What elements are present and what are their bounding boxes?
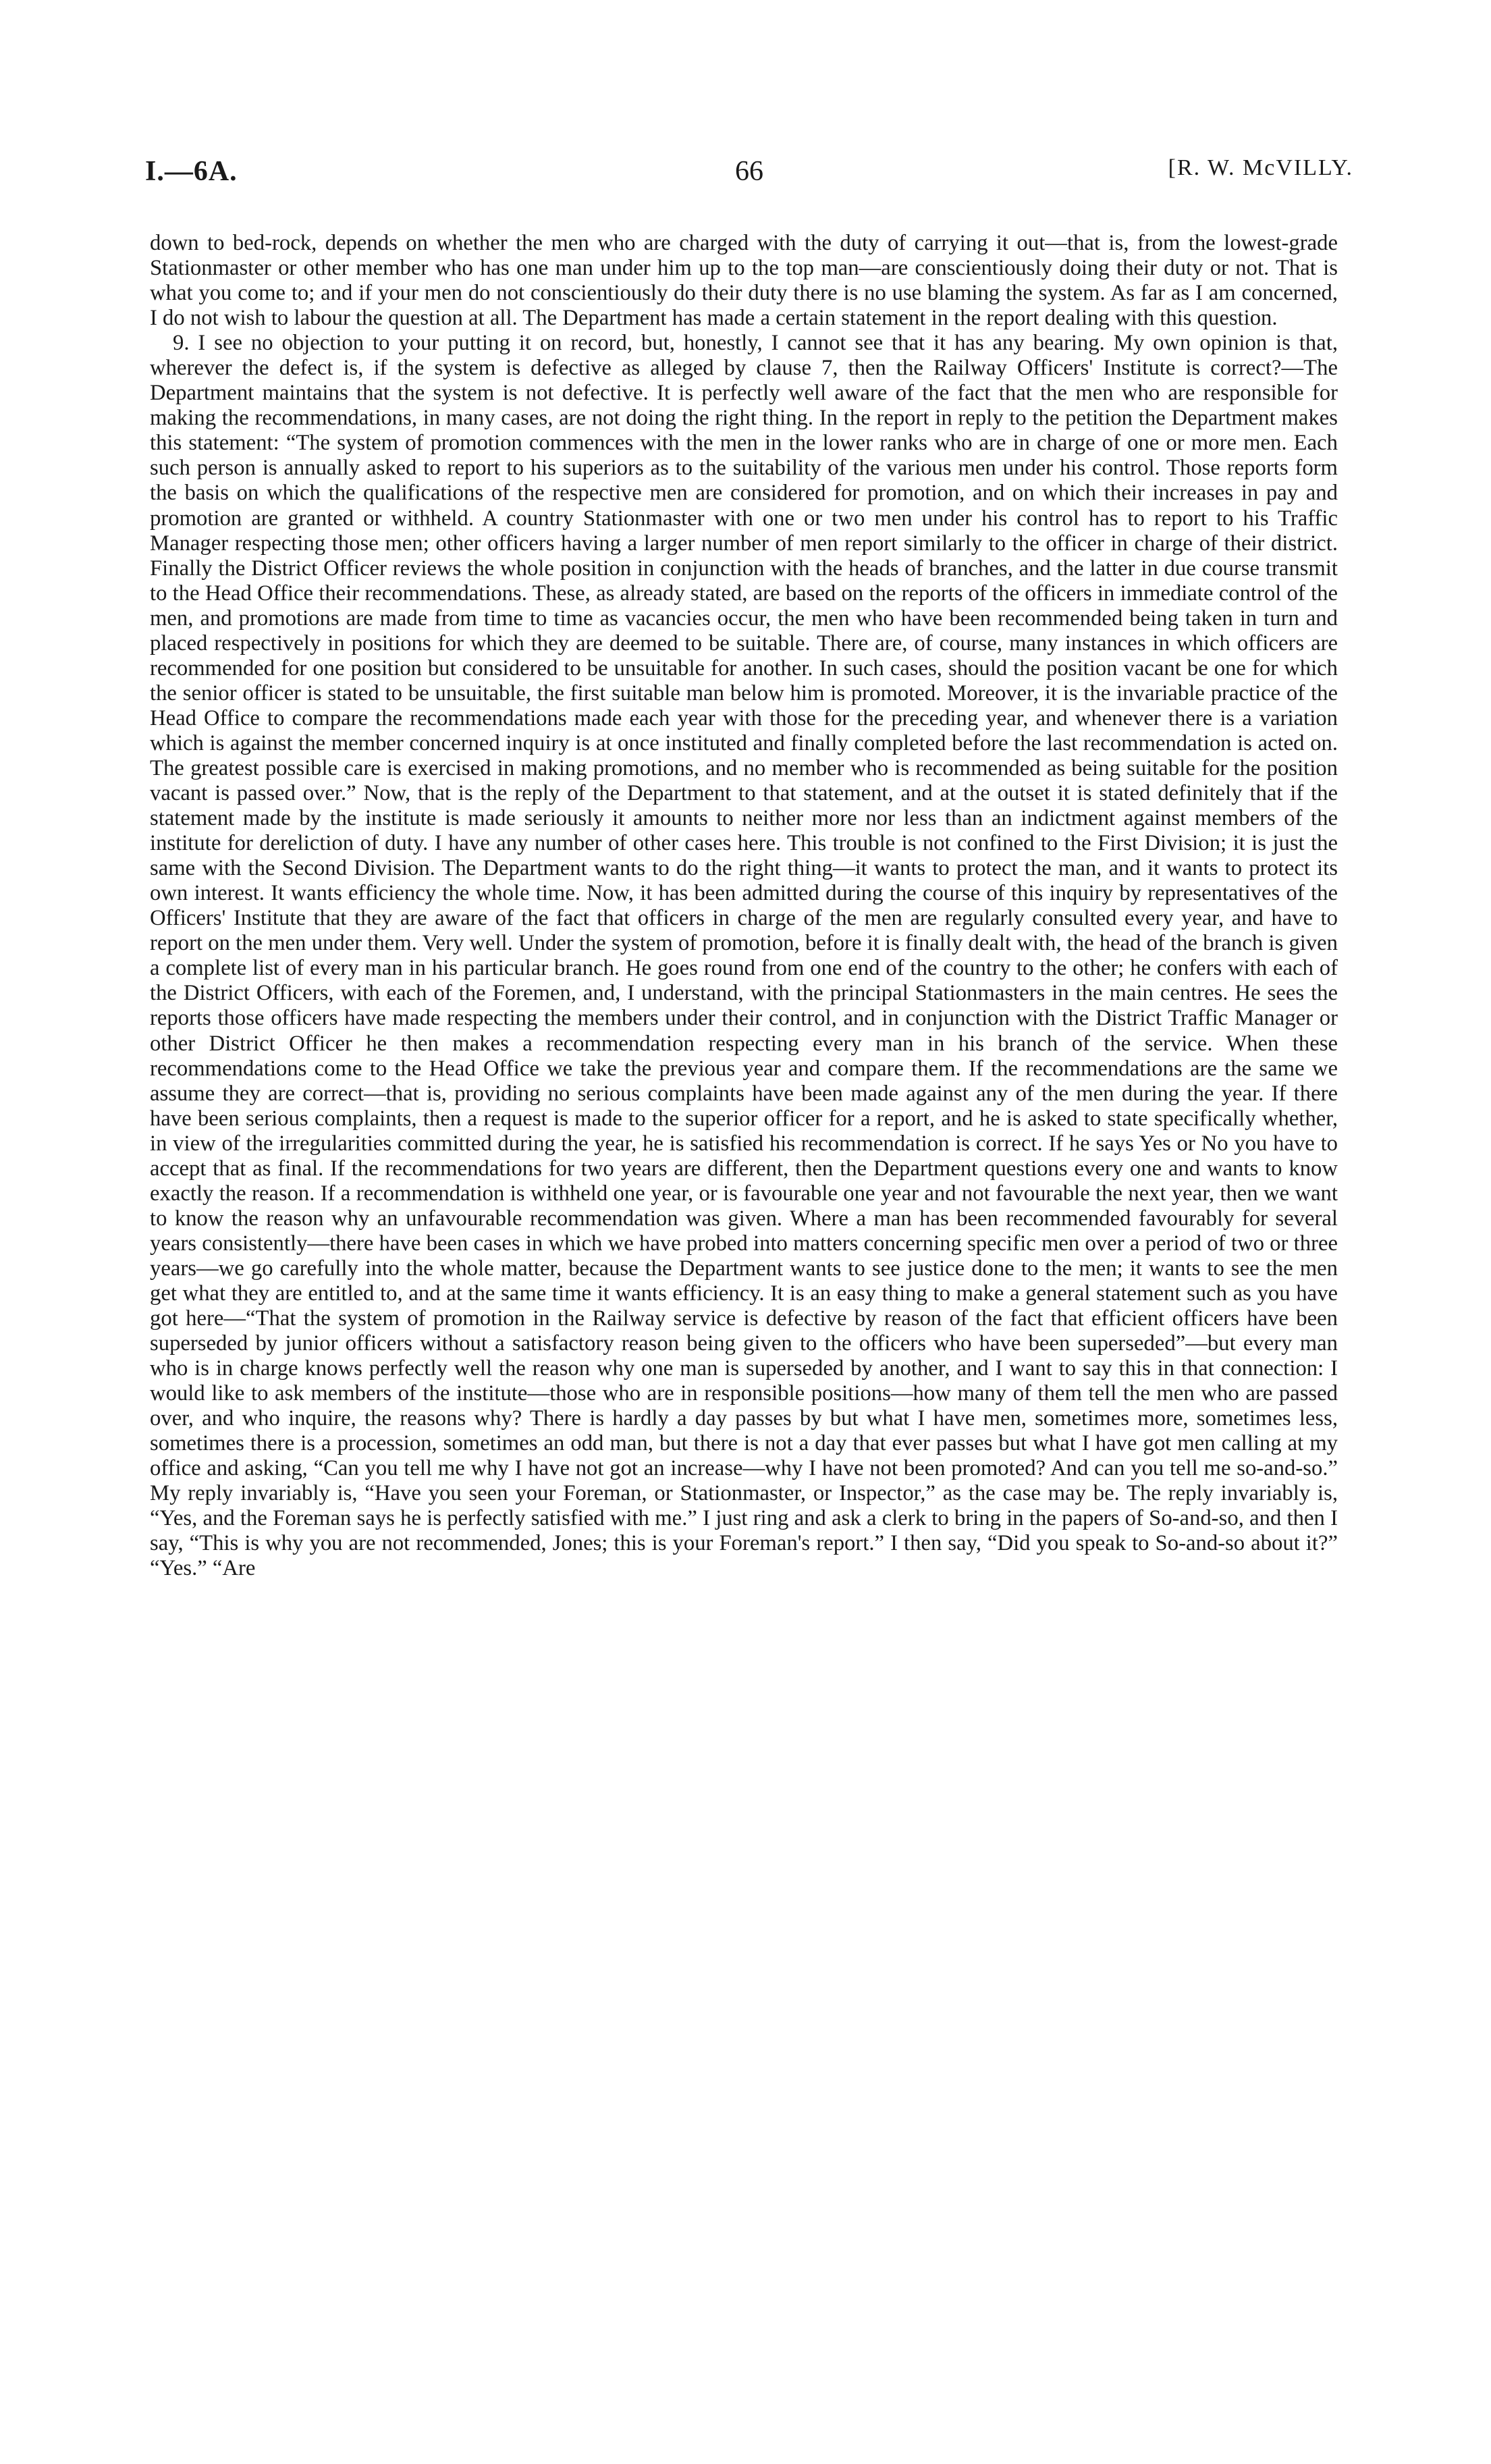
paragraph-continued: down to bed-rock, depends on whether the men who are charged with the duty of carrying it out—that is, from the lowest-grade Stationmaster or other member who has one man under him up to the top man—are conscientiously doing their duty or not. That is what you come to; and if your men do not conscientiously do their duty there is no use blaming the system. As far as I am concerned, I do not wish to labour the question at all. The Department has made a certain statement in the report dealing with this question. [150,231,1338,331]
running-header [145,155,1353,196]
paper-reference: I.—6A. [145,156,238,187]
witness-name: [R. W. McVILLY. [1168,155,1353,180]
page-number: 66 [735,156,763,187]
body-text [150,231,1338,1582]
paragraph-question-9: 9. I see no objection to your putting it on record, but, honestly, I cannot see that it has any bearing. My own opinion is that, wherever the defect is, if the system is defective as alleged by clause 7, then the Railway Officers' Institute is correct?—The Department maintains that the system is not defective. It is perfectly well aware of the fact that the men who are responsible for making the recommendations, in many cases, are not doing the right thing. In the report in reply to the petition the Department makes this statement: “The system of promotion commences with the men in the lower ranks who are in charge of one or more men. Each such person is annually asked to report to his superiors as to the suitability of the various men under his control. Those reports form the basis on which the qualifications of the respective men are considered for promotion, and on which their increases in pay and promotion are granted or withheld. A country Stationmaster with one or two men under his control has to report to his Traffic Manager respecting those men; other officers having a larger number of men report similarly to the officer in charge of their district. Finally the District Officer reviews the whole position in conjunction with the heads of branches, and the latter in due course transmit to the Head Office their recommendations. These, as already stated, are based on the reports of the officers in immediate control of the men, and promotions are made from time to time as vacancies occur, the men who have been recommended being taken in turn and placed respectively in positions for which they are deemed to be suitable. There are, of course, many instances in which officers are recommended for one position but considered to be unsuitable for another. In such cases, should the position vacant be one for which the senior officer is stated to be unsuitable, the first suitable man below him is promoted. Moreover, it is the invariable practice of the Head Office to compare the recommendations made each year with those for the preceding year, and whenever there is a variation which is against the member concerned inquiry is at once instituted and finally completed before the last recommendation is acted on. The greatest possible care is exercised in making promotions, and no member who is recommended as being suitable for the position vacant is passed over.” Now, that is the reply of the Department to that statement, and at the outset it is stated definitely that if the statement made by the institute is made seriously it amounts to neither more nor less than an indictment against members of the institute for dereliction of duty. I have any number of other cases here. This trouble is not confined to the First Division; it is just the same with the Second Division. The Department wants to do the right thing—it wants to protect the man, and it wants to protect its own interest. It wants efficiency the whole time. Now, it has been admitted during the course of this inquiry by representatives of the Officers' Institute that they are aware of the fact that officers in charge of the men are regularly consulted every year, and have to report on the men under them. Very well. Under the system of promotion, before it is finally dealt with, the head of the branch is given a complete list of every man in his particular branch. He goes round from one end of the country to the other; he confers with each of the District Officers, with each of the Foremen, and, I understand, with the principal Stationmasters in the main centres. He sees the reports those officers have made respecting the members under their control, and in conjunction with the District Traffic Manager or other District Officer he then makes a recommendation respecting every man in his branch of the service. When these recommendations come to the Head Office we take the previous year and compare them. If the recommendations are the same we assume they are correct—that is, providing no serious complaints have been made against any of the men during the year. If there have been serious complaints, then a request is made to the superior officer for a report, and he is asked to state specifically whether, in view of the irregularities committed during the year, he is satisfied his recommendation is correct. If he says Yes or No you have to accept that as final. If the recommendations for two years are different, then the Department questions every one and wants to know exactly the reason. If a recommendation is withheld one year, or is favourable one year and not favourable the next year, then we want to know the reason why an unfavourable recommendation was given. Where a man has been recommended favourably for several years consistently—there have been cases in which we have probed into matters concerning specific men over a period of two or three years—we go carefully into the whole matter, because the Department wants to see justice done to the men; it wants to see the men get what they are entitled to, and at the same time it wants efficiency. It is an easy thing to make a general statement such as you have got here—“That the system of promotion in the Railway service is defective by reason of the fact that efficient officers have been superseded by junior officers without a satisfactory reason being given to the officers who have been superseded”—but every man who is in charge knows perfectly well the reason why one man is superseded by another, and I want to say this in that connection: I would like to ask members of the institute—those who are in responsible positions—how many of them tell the men who are passed over, and who inquire, the reasons why? There is hardly a day passes by but what I have men, sometimes more, sometimes less, sometimes there is a procession, sometimes an odd man, but there is not a day that ever passes but what I have got men calling at my office and asking, “Can you tell me why I have not got an increase—why I have not been promoted? And can you tell me so-and-so.” My reply invariably is, “Have you seen your Foreman, or Stationmaster, or Inspector,” as the case may be. The reply invariably is, “Yes, and the Foreman says he is perfectly satisfied with me.” I just ring and ask a clerk to bring in the papers of So-and-so, and then I say, “This is why you are not recommended, Jones; this is your Foreman's report.” I then say, “Did you speak to So-and-so about it?” “Yes.” “Are [150,331,1338,1581]
